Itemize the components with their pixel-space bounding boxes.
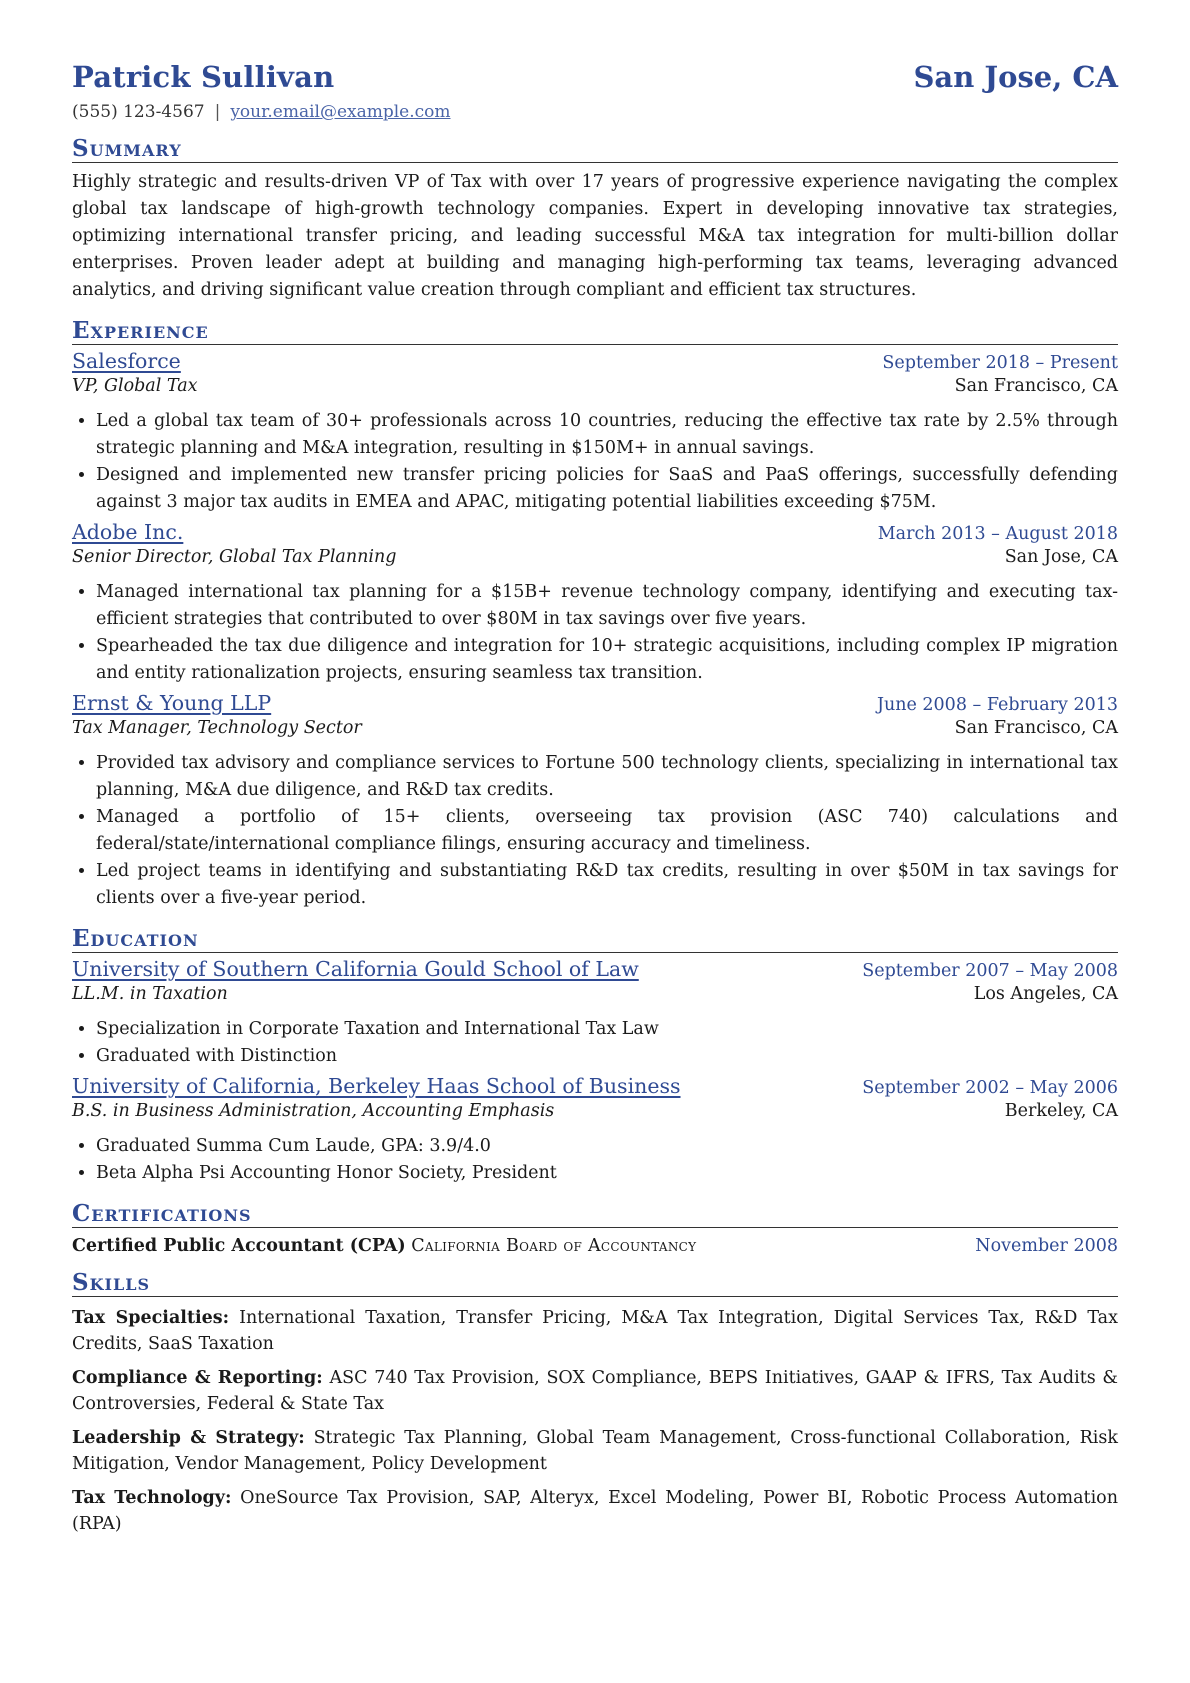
section-title-experience: Experience <box>72 318 1118 345</box>
skill-label: Tax Technology: <box>72 1488 232 1508</box>
certification-date: November 2008 <box>975 1236 1118 1256</box>
education-entry <box>72 957 1118 1070</box>
section-title-summary: Summary <box>72 136 1118 163</box>
resume-header <box>72 60 1118 94</box>
job-bullets <box>72 408 1118 516</box>
skill-group <box>72 1365 1118 1417</box>
candidate-name: Patrick Sullivan <box>72 60 335 94</box>
skill-group <box>72 1305 1118 1357</box>
job-location: San Francisco, CA <box>954 376 1118 396</box>
summary-section <box>72 136 1118 304</box>
email-link[interactable]: your.email@example.com <box>230 102 451 122</box>
skill-text: Strategic Tax Planning, Global Team Management, Cross-functional Collaboration, Risk Mitigation, Vendor Management, Policy Development <box>72 1428 1118 1474</box>
skill-label: Leadership & Strategy: <box>72 1428 305 1448</box>
job-entry <box>72 349 1118 516</box>
bullet-item: • Led project teams in identifying and substantiating R&D tax credits, resulting in over $50M in tax savings for clients over a five-year period. <box>96 858 1118 912</box>
job-location: San Jose, CA <box>1004 547 1118 567</box>
education-bullets <box>72 1133 1118 1187</box>
degree: LL.M. in Taxation <box>72 984 228 1004</box>
job-dates: September 2018 – Present <box>882 353 1118 373</box>
education-bullets <box>72 1016 1118 1070</box>
skill-label: Tax Specialties: <box>72 1308 230 1328</box>
company-link[interactable]: Ernst & Young LLP <box>72 691 272 715</box>
section-title-education: Education <box>72 926 1118 953</box>
bullet-item: • Led a global tax team of 30+ professionals across 10 countries, reducing the effective tax rate by 2.5% through strategic planning and M&A integration, resulting in $150M+ in annual savings. <box>96 408 1118 462</box>
certification-issuer: California Board of Accountancy <box>411 1236 697 1256</box>
certification-name: Certified Public Accountant (CPA) <box>72 1236 406 1256</box>
job-role: VP, Global Tax <box>72 376 198 396</box>
certifications-section <box>72 1201 1118 1256</box>
phone-number: (555) 123-4567 <box>72 102 205 122</box>
company-link[interactable]: Adobe Inc. <box>72 520 184 544</box>
skill-text: International Taxation, Transfer Pricing, M&A Tax Integration, Digital Services Tax, R&D Tax Credits, SaaS Taxation <box>72 1308 1118 1354</box>
candidate-location: San Jose, CA <box>913 60 1118 94</box>
skill-label: Compliance & Reporting: <box>72 1368 323 1388</box>
skills-section <box>72 1270 1118 1537</box>
skill-group <box>72 1485 1118 1537</box>
bullet-item: • Spearheaded the tax due diligence and integration for 10+ strategic acquisitions, including complex IP migration and entity rationalization projects, ensuring seamless tax transition. <box>96 633 1118 687</box>
job-bullets <box>72 579 1118 687</box>
bullet-item: • Beta Alpha Psi Accounting Honor Society, President <box>96 1160 1118 1187</box>
job-entry <box>72 520 1118 687</box>
summary-text: Highly strategic and results-driven VP of Tax with over 17 years of progressive experience navigating the complex global tax landscape of high-growth technology companies. Expert in developing innovative tax strategies, optimizing international transfer pricing, and leading successful M&A tax integration for multi-billion dollar enterprises. Proven leader adept at building and managing high-performing tax teams, leveraging advanced analytics, and driving significant value creation through compliant and efficient tax structures. <box>72 172 1118 300</box>
bullet-item: • Graduated Summa Cum Laude, GPA: 3.9/4.0 <box>96 1133 1118 1160</box>
bullet-item: • Designed and implemented new transfer pricing policies for SaaS and PaaS offerings, successfully defending against 3 major tax audits in EMEA and APAC, mitigating potential liabilities exceeding $75M. <box>96 462 1118 516</box>
section-title-certifications: Certifications <box>72 1201 1118 1228</box>
school-dates: September 2007 – May 2008 <box>862 961 1118 981</box>
education-entry <box>72 1074 1118 1187</box>
bullet-item: • Specialization in Corporate Taxation and International Tax Law <box>96 1016 1118 1043</box>
job-bullets <box>72 750 1118 912</box>
bullet-item: • Managed international tax planning for a $15B+ revenue technology company, identifying and executing tax-efficient strategies that contributed to over $80M in tax savings over five years. <box>96 579 1118 633</box>
school-link[interactable]: University of California, Berkeley Haas School of Business <box>72 1074 681 1098</box>
degree: B.S. in Business Administration, Accounting Emphasis <box>72 1101 555 1121</box>
job-location: San Francisco, CA <box>954 718 1118 738</box>
job-role: Senior Director, Global Tax Planning <box>72 547 397 567</box>
job-entry <box>72 691 1118 912</box>
bullet-item: • Graduated with Distinction <box>96 1043 1118 1070</box>
school-link[interactable]: University of Southern California Gould School of Law <box>72 957 639 981</box>
school-location: Berkeley, CA <box>1004 1101 1118 1121</box>
skill-text: ASC 740 Tax Provision, SOX Compliance, BEPS Initiatives, GAAP & IFRS, Tax Audits & Controversies, Federal & State Tax <box>72 1368 1118 1414</box>
education-section <box>72 926 1118 1187</box>
skill-text: OneSource Tax Provision, SAP, Alteryx, Excel Modeling, Power BI, Robotic Process Automation (RPA) <box>72 1488 1118 1534</box>
experience-section <box>72 318 1118 912</box>
bullet-item: • Managed a portfolio of 15+ clients, overseeing tax provision (ASC 740) calculations and federal/state/international compliance filings, ensuring accuracy and timeliness. <box>96 804 1118 858</box>
school-location: Los Angeles, CA <box>973 984 1118 1004</box>
bullet-item: • Provided tax advisory and compliance services to Fortune 500 technology clients, specializing in international tax planning, M&A due diligence, and R&D tax credits. <box>96 750 1118 804</box>
contact-separator: | <box>214 102 221 122</box>
certification-item <box>72 1236 1118 1256</box>
job-dates: June 2008 – February 2013 <box>876 695 1118 715</box>
job-dates: March 2013 – August 2018 <box>877 524 1118 544</box>
school-dates: September 2002 – May 2006 <box>862 1078 1118 1098</box>
section-title-skills: Skills <box>72 1270 1118 1297</box>
job-role: Tax Manager, Technology Sector <box>72 718 362 738</box>
contact-line <box>72 102 1118 122</box>
skill-group <box>72 1425 1118 1477</box>
company-link[interactable]: Salesforce <box>72 349 181 373</box>
